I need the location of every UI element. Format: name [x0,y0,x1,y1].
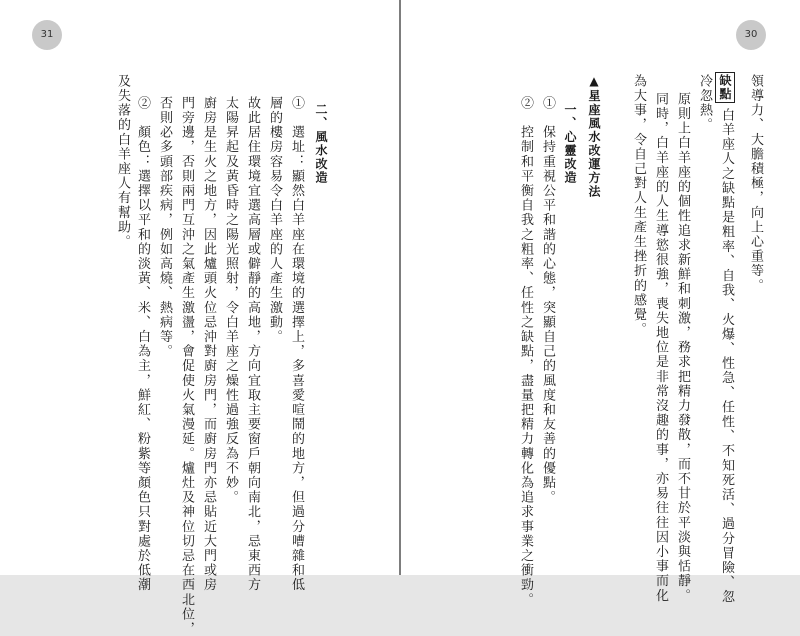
section-heading-fengshui: 二、風水改造 [314,103,328,185]
body-line: 層的樓房容易令白羊座的人產生激動。 [267,96,282,345]
body-line: 領導力、大膽積極，向上心重等。 [748,74,763,293]
body-line: 原則上白羊座的個性追求新鮮和刺激，務求把精力發散，而不甘於平淡與恬靜。 [675,92,690,603]
page-number-left: 31 [32,20,62,50]
body-line: 廚房是生火之地方，因此爐頭火位忌沖對廚房門，而廚房門亦忌貼近大門或房 [201,96,216,593]
section-heading-methods: ▲星座風水改運方法 [587,74,601,199]
shortcoming-label: 缺點 [715,72,735,103]
body-line: 門旁邊，否則兩門互沖之氣產生激盪，會促使火氣漫延。爐灶及神位切忌在西北位， [179,96,194,636]
body-line: ① 選址：顯然白羊座在環境的選擇上，多喜愛喧鬧的地方，但過分嘈雜和低 [289,96,304,593]
body-line: 同時，白羊座的人生導慾很強，喪失地位是非常沒趣的事，亦易往往因小事而化 [653,92,668,603]
page-number-right: 30 [736,20,766,50]
body-line: ① 保持重視公平和諧的心態，突顯自己的風度和友善的優點。 [540,96,555,505]
right-page [401,0,800,607]
body-line: 太陽昇起及黃昏時之陽光照射，令白羊座之燥性過強反為不妙。 [223,96,238,505]
section-heading-spirit: 一、心靈改造 [563,103,577,185]
body-line: ② 顏色：選擇以平和的淡黃、米、白為主，鮮紅、粉紫等顏色只對處於低潮 [135,96,150,593]
body-line: 為大事，令自己對人生產生挫折的感覺。 [631,74,646,337]
body-line: 冷忽熱。 [697,74,712,133]
body-line: 及失落的白羊座人有幫助。 [115,74,130,250]
body-line: 白羊座人之缺點是粗率、自我、火爆、性急、任性、不知死活、過分冒險、忽 [719,108,734,605]
body-line: 故此居住環境宜選高層或僻靜的高地，方向宜取主要窗戶朝向南北，忌東西方 [245,96,260,593]
left-page [0,0,399,636]
body-line: 否則必多頭部疾病，例如高燒、熱病等。 [157,96,172,359]
body-line: ② 控制和平衡自我之粗率、任性之缺點，盡量把精力轉化為追求事業之衝勁。 [518,96,533,607]
